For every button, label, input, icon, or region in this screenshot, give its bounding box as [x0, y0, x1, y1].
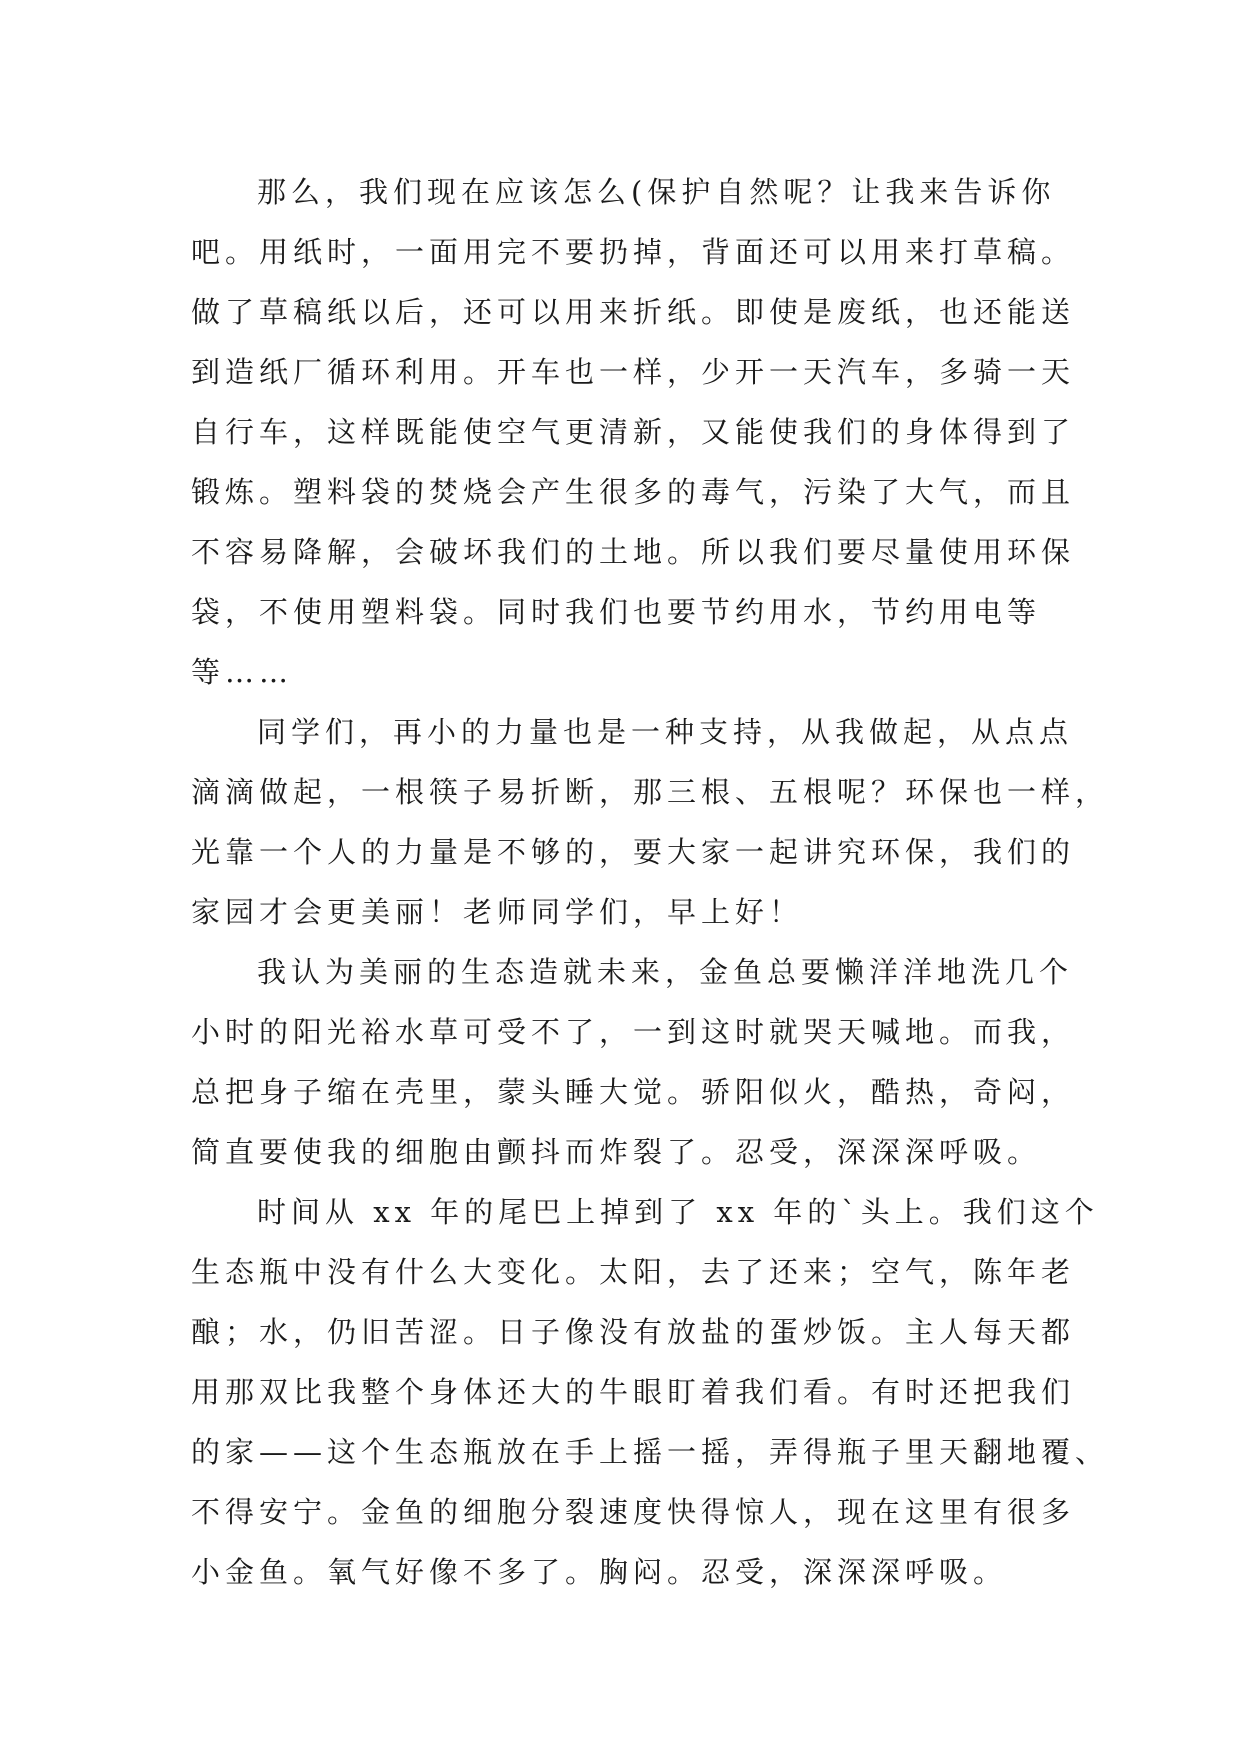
text-line: 不得安宁。金鱼的细胞分裂速度快得惊人，现在这里有很多: [191, 1495, 1076, 1529]
text-line: 酿；水，仍旧苦涩。日子像没有放盐的蛋炒饭。主人每天都: [191, 1315, 1076, 1349]
text-line: 等……: [191, 655, 294, 689]
text-line: 生态瓶中没有什么大变化。太阳，去了还来；空气，陈年老: [191, 1255, 1076, 1289]
text-line: 用那双比我整个身体还大的牛眼盯着我们看。有时还把我们: [191, 1375, 1076, 1409]
text-line: 光靠一个人的力量是不够的，要大家一起讲究环保，我们的: [191, 835, 1076, 869]
text-line: 袋，不使用塑料袋。同时我们也要节约用水，节约用电等: [191, 595, 1042, 629]
text-line: 家园才会更美丽！老师同学们，早上好！: [191, 895, 804, 929]
text-line: 自行车，这样既能使空气更清新，又能使我们的身体得到了: [191, 415, 1076, 449]
text-line: 锻炼。塑料袋的焚烧会产生很多的毒气，污染了大气，而且: [191, 475, 1076, 509]
text-line: 总把身子缩在壳里，蒙头睡大觉。骄阳似火，酷热，奇闷，: [191, 1075, 1076, 1109]
text-line: 滴滴做起，一根筷子易折断，那三根、五根呢？环保也一样，: [191, 775, 1110, 809]
text-line: 的家——这个生态瓶放在手上摇一摇，弄得瓶子里天翻地覆、: [191, 1435, 1110, 1469]
text-line: 吧。用纸时，一面用完不要扔掉，背面还可以用来打草稿。: [191, 235, 1076, 269]
text-line: 到造纸厂循环利用。开车也一样，少开一天汽车，多骑一天: [191, 355, 1076, 389]
text-line: 我认为美丽的生态造就未来，金鱼总要懒洋洋地洗几个: [257, 955, 1074, 989]
text-line: 小时的阳光裕水草可受不了，一到这时就哭天喊地。而我，: [191, 1015, 1076, 1049]
text-line: 做了草稿纸以后，还可以用来折纸。即使是废纸，也还能送: [191, 295, 1076, 329]
document-body: [191, 162, 1110, 1602]
text-line: 同学们，再小的力量也是一种支持，从我做起，从点点: [257, 715, 1074, 749]
text-line: 时间从 xx 年的尾巴上掉到了 xx 年的`头上。我们这个: [257, 1195, 1099, 1229]
text-line: 那么，我们现在应该怎么(保护自然呢？让我来告诉你: [257, 175, 1056, 209]
text-line: 小金鱼。氧气好像不多了。胸闷。忍受，深深深呼吸。: [191, 1555, 1008, 1589]
text-line: 简直要使我的细胞由颤抖而炸裂了。忍受，深深深呼吸。: [191, 1135, 1042, 1169]
text-line: 不容易降解，会破坏我们的土地。所以我们要尽量使用环保: [191, 535, 1076, 569]
